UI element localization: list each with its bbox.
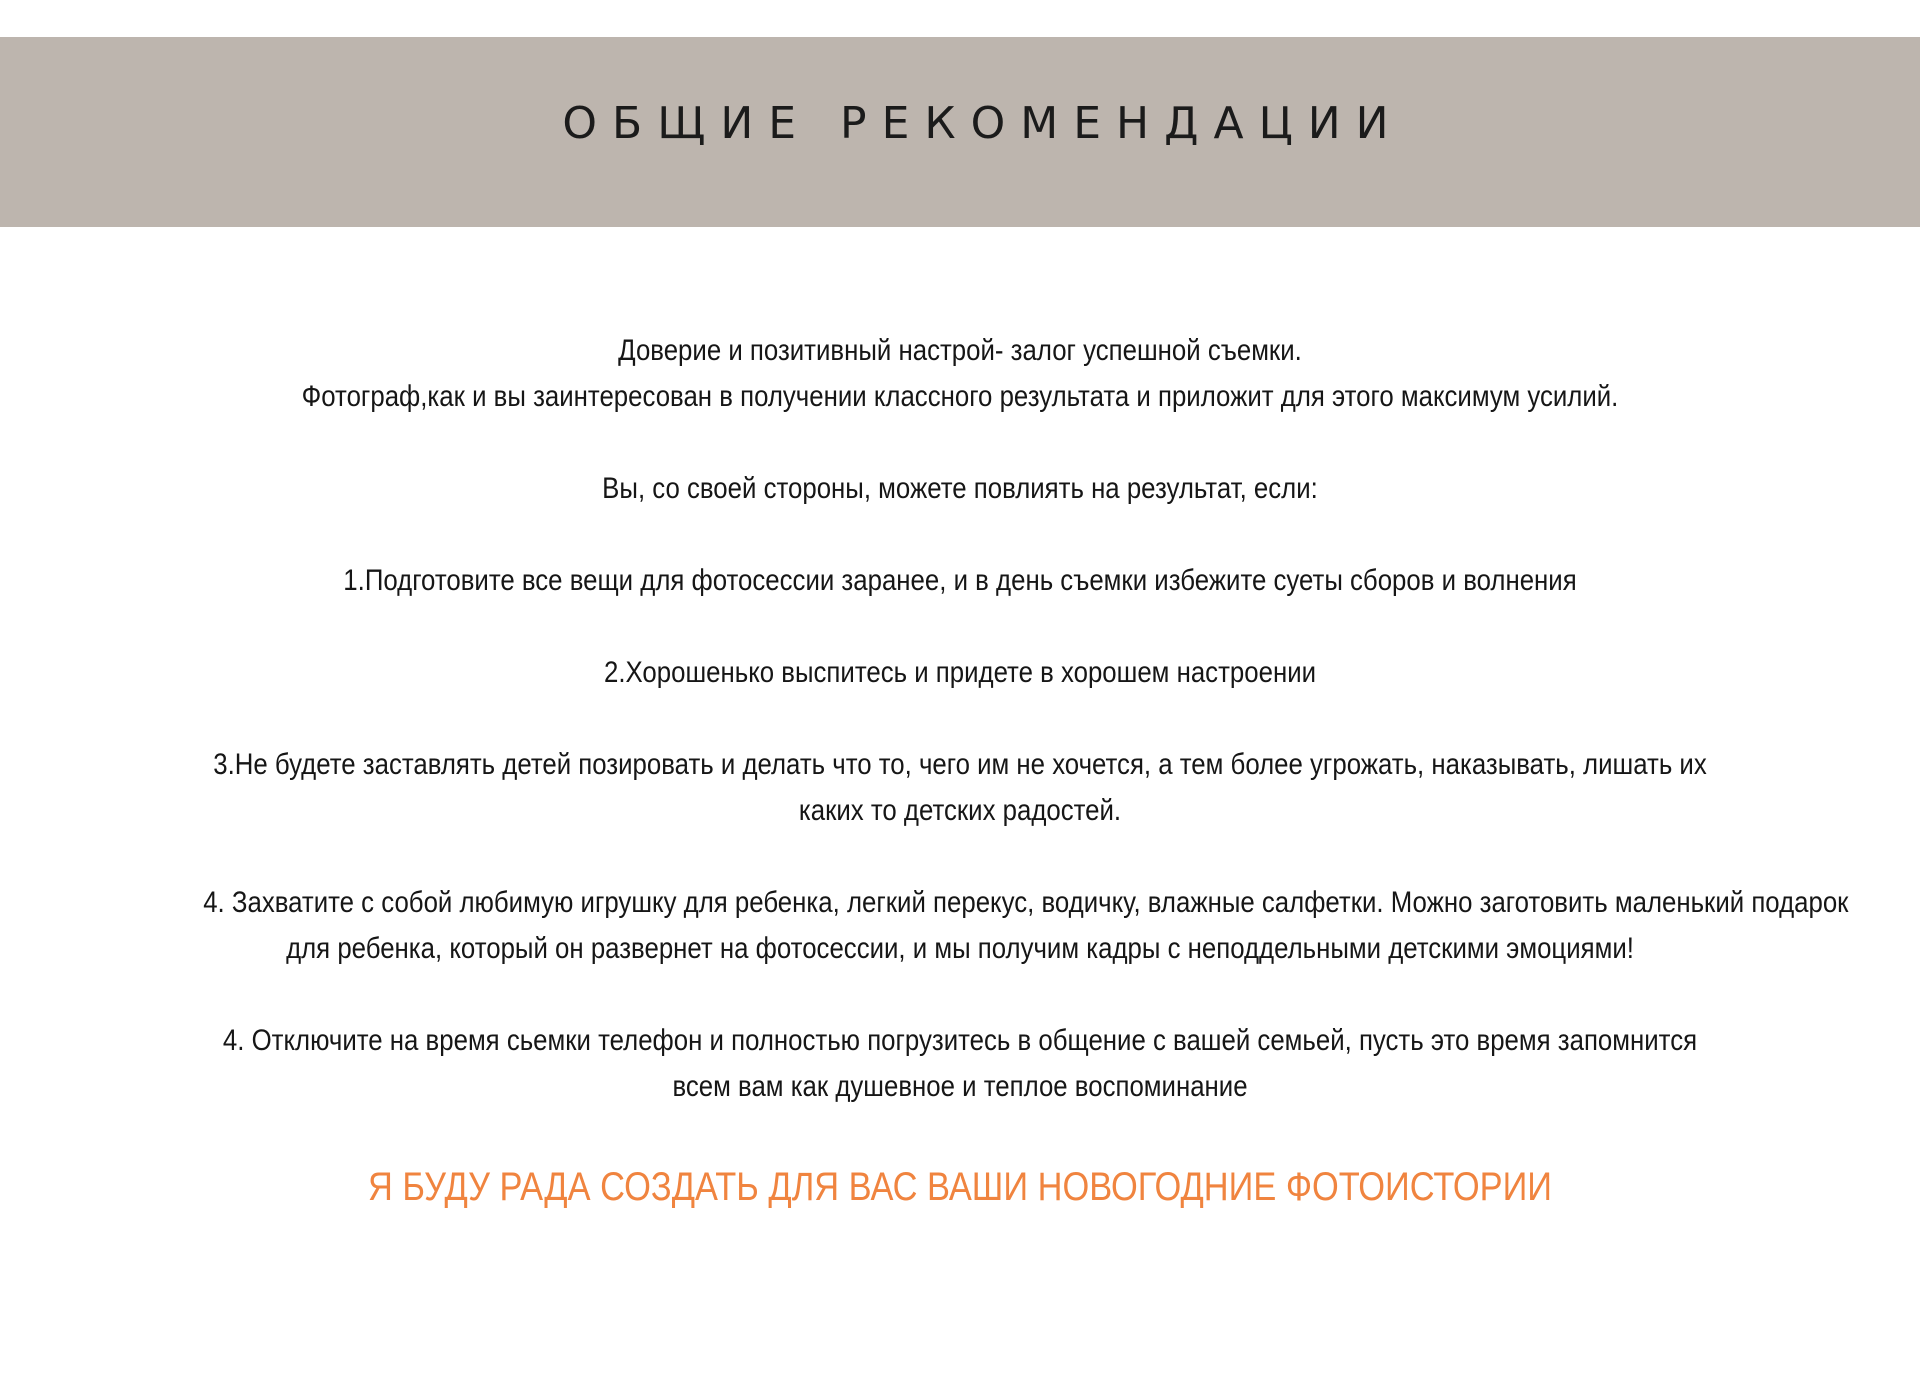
list-item-line: всем вам как душевное и теплое воспоминание: [672, 1070, 1248, 1103]
list-item-line: каких то детских радостей.: [798, 794, 1122, 827]
spacer: [80, 696, 1840, 742]
list-item-line: 4. Отключите на время сьемки телефон и полностью погрузитесь в общение с вашей семьей, пусть это время запомнится: [222, 1024, 1698, 1057]
spacer: [80, 604, 1840, 650]
spacer: [80, 420, 1840, 466]
list-item: [80, 880, 1849, 972]
list-item-line: 2.Хорошенько выспитесь и придете в хорошем настроении: [603, 656, 1317, 689]
list-item: [80, 1018, 1840, 1110]
spacer: [80, 972, 1840, 1018]
intro-line-2: Фотограф,как и вы заинтересован в получении классного результата и приложит для этого максимум усилий.: [301, 380, 1619, 413]
list-item: [80, 650, 1840, 696]
spacer: [80, 512, 1840, 558]
list-item-line: 3.Не будете заставлять детей позировать и делать что то, чего им не хочется, а тем более угрожать, наказывать, лишать их: [213, 748, 1707, 781]
list-item: [80, 558, 1840, 604]
recommendations-body: [80, 328, 1849, 1110]
list-item-line: 4. Захватите с собой любимую игрушку для ребенка, легкий перекус, водичку, влажные салфетки. Можно заготовить маленький подарок: [203, 886, 1849, 919]
list-item-line: 1.Подготовите все вещи для фотосессии заранее, и в день съемки избежите суеты сборов и волнения: [343, 564, 1577, 597]
list-item-line: для ребенка, который он развернет на фотосессии, и мы получим кадры с неподдельными детскими эмоциями!: [286, 932, 1634, 965]
list-item: [80, 742, 1840, 834]
spacer: [80, 834, 1840, 880]
intro-lead: Вы, со своей стороны, можете повлиять на результат, если:: [602, 472, 1318, 505]
closing-statement: Я БУДУ РАДА СОЗДАТЬ ДЛЯ ВАС ВАШИ НОВОГОДНИЕ ФОТОИСТОРИИ: [367, 1165, 1553, 1209]
intro-line-1: Доверие и позитивный настрой- залог успешной съемки.: [618, 334, 1302, 367]
page-title: ОБЩИЕ РЕКОМЕНДАЦИИ: [562, 98, 1404, 149]
